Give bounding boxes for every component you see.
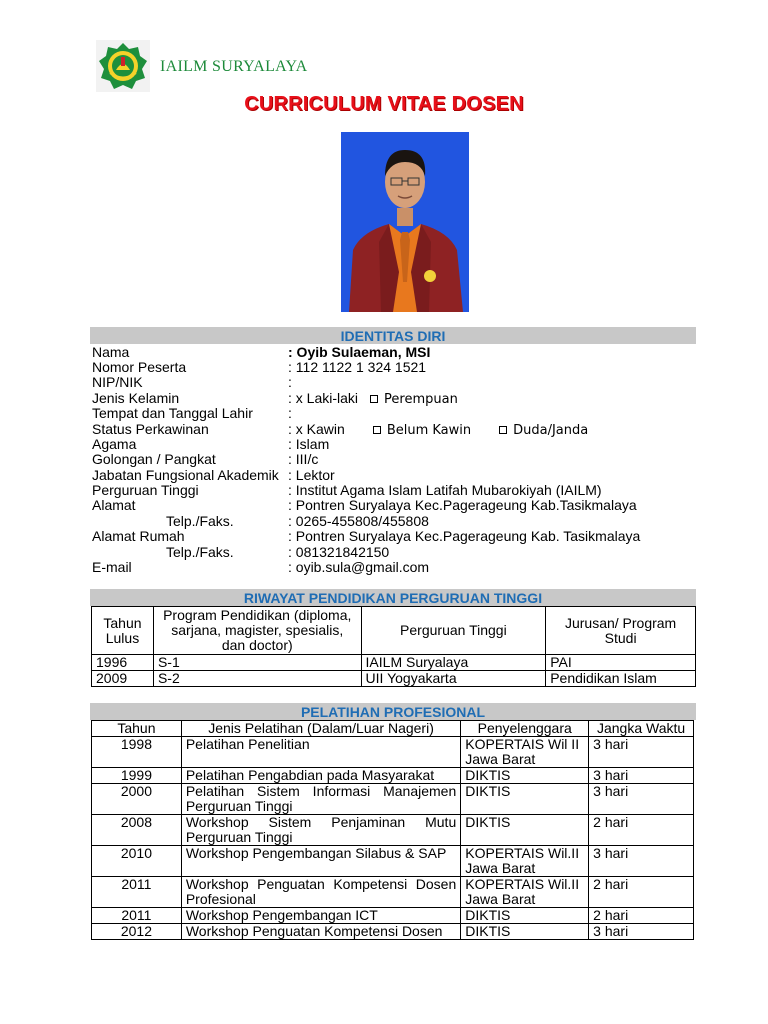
table-row: 2009 S-2 UII Yogyakarta Pendidikan Islam [92, 671, 696, 687]
header-tahun-lulus: Tahun Lulus [92, 607, 154, 655]
education-table [91, 606, 696, 687]
table-row: 2012 Workshop Penguatan Kompetensi Dosen DIKTIS 3 hari [92, 924, 694, 940]
header-jangka-waktu: Jangka Waktu [589, 721, 694, 737]
institution-logo [96, 40, 150, 92]
table-row: 2011 Workshop Pengembangan ICT DIKTIS 2 hari [92, 908, 694, 924]
document-title: CURRICULUM VITAE DOSEN [244, 93, 524, 115]
table-row: 1996 S-1 IAILM Suryalaya PAI [92, 655, 696, 671]
option-perempuan: Perempuan [384, 392, 458, 407]
option-belum-kawin: Belum Kawin [386, 423, 472, 438]
table-row: 1998 Pelatihan Penelitian KOPERTAIS Wil II Jawa Barat 3 hari [92, 737, 694, 768]
header-penyelenggara: Penyelenggara [461, 721, 589, 737]
table-row: 2011 Workshop Penguatan Kompetensi Dosen Profesional KOPERTAIS Wil.II Jawa Barat 2 hari [92, 877, 694, 908]
checkbox-belum-kawin [373, 426, 381, 434]
training-header-row [92, 721, 694, 737]
table-row: 1999 Pelatihan Pengabdian pada Masyarakat DIKTIS 3 hari [92, 768, 694, 784]
header-tahun: Tahun [92, 721, 182, 737]
table-row: 2010 Workshop Pengembangan Silabus & SAP KOPERTAIS Wil.II Jawa Barat 3 hari [92, 846, 694, 877]
checkbox-duda-janda [499, 426, 507, 434]
section-heading-identitas: IDENTITAS DIRI [90, 327, 696, 344]
table-row: 2008 Workshop Sistem Penjaminan Mutu Perguruan Tinggi DIKTIS 2 hari [92, 815, 694, 846]
education-header-row [92, 607, 696, 655]
header-perguruan-tinggi: Perguruan Tinggi [361, 607, 546, 655]
header-jurusan: Jurusan/ Program Studi [546, 607, 696, 655]
training-table [91, 720, 694, 940]
header-jenis-pelatihan: Jenis Pelatihan (Dalam/Luar Nageri) [181, 721, 460, 737]
profile-photo [341, 132, 469, 312]
header-program-pendidikan: Program Pendidikan (diploma, sarjana, magister, spesialis, dan doctor) [153, 607, 361, 655]
institution-name: IAILM SURYALAYA [160, 58, 308, 75]
option-duda-janda: Duda/Janda [513, 423, 589, 438]
section-heading-pendidikan: RIWAYAT PENDIDIKAN PERGURUAN TINGGI [90, 589, 696, 606]
table-row: 2000 Pelatihan Sistem Informasi Manajemen Perguruan Tinggi DIKTIS 3 hari [92, 784, 694, 815]
checkbox-perempuan [370, 395, 378, 403]
section-heading-pelatihan: PELATIHAN PROFESIONAL [90, 703, 696, 720]
